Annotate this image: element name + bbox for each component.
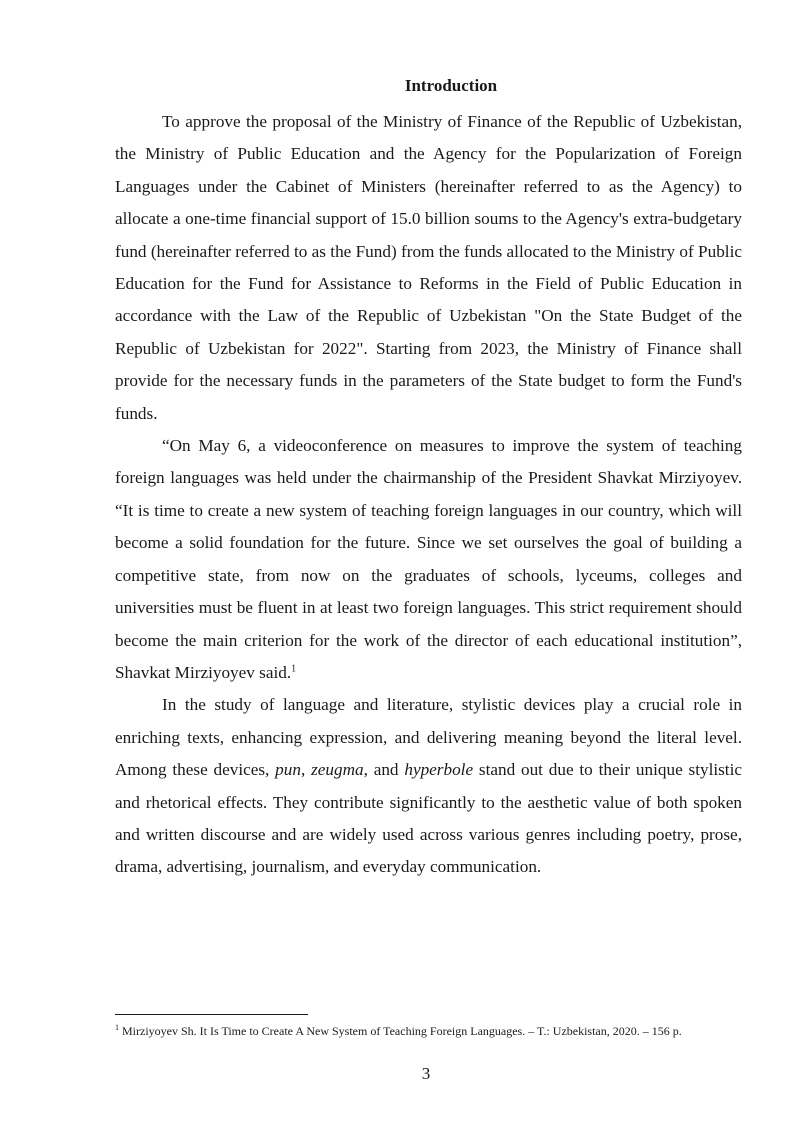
term-separator-1: , bbox=[300, 760, 312, 780]
footnote-divider bbox=[115, 1014, 308, 1015]
page-number: 3 bbox=[421, 1064, 431, 1083]
footnote bbox=[115, 1023, 742, 1040]
paragraph-1: To approve the proposal of the Ministry of Finance of the Republic of Uzbekistan, the Ministry of Public Education and the Agency for the Popularization of Foreign Languages under the Cabinet of Ministers (hereinafter referred to as the Agency) to allocate a one-time financial support of 15.0 billion soums to the Agency's extra-budgetary fund (hereinafter referred to as the Fund) from the funds allocated to the Ministry of Public Education for the Fund for Assistance to Reforms in the Field of Public Education in accordance with the Law of the Republic of Uzbekistan "On the State Budget of the Republic of Uzbekistan for 2022". Starting from 2023, the Ministry of Finance shall provide for the necessary funds in the parameters of the State budget to form the Fund's funds. bbox=[115, 112, 742, 423]
page-body bbox=[115, 74, 742, 884]
footnote-text: Mirziyoyev Sh. It Is Time to Create A New System of Teaching Foreign Languages. – T.: Uzbekistan, 2020. – 156 p. bbox=[119, 1024, 682, 1038]
paragraph-3-text-end: stand out due to their unique stylistic and rhetorical effects. They contribute significantly to the aesthetic value of both spoken and written discourse and are widely used across various genres including poetry, prose, drama, advertising, journalism, and everyday communication. bbox=[115, 760, 742, 877]
paragraph-3 bbox=[115, 689, 742, 883]
section-title: Introduction bbox=[404, 76, 498, 95]
term-zeugma: zeugma bbox=[311, 760, 364, 780]
term-hyperbole: hyperbole bbox=[404, 760, 474, 780]
term-pun: pun bbox=[275, 760, 301, 780]
term-separator-2: , and bbox=[363, 760, 405, 780]
paragraph-3-text-start: In the study of language and literature, stylistic devices play a crucial role in enriching texts, enhancing expression, and delivering meaning beyond the literal level. Among these devices, bbox=[115, 695, 742, 780]
paragraph-2-text: “On May 6, a videoconference on measures to improve the system of teaching foreign languages was held under the chairmanship of the President Shavkat Mirziyoyev. “It is time to create a new system of teaching foreign languages in our country, which will become a solid foundation for the future. Since we set ourselves the goal of building a competitive state, from now on the graduates of schools, lyceums, colleges and universities must be fluent in at least two foreign languages. This strict requirement should become the main criterion for the work of the director of each educational institution”, Shavkat Mirziyoyev said. bbox=[115, 436, 742, 682]
footnote-marker: 1 bbox=[115, 1023, 119, 1032]
paragraph-2 bbox=[115, 430, 742, 689]
footnote-reference[interactable]: 1 bbox=[291, 663, 297, 675]
